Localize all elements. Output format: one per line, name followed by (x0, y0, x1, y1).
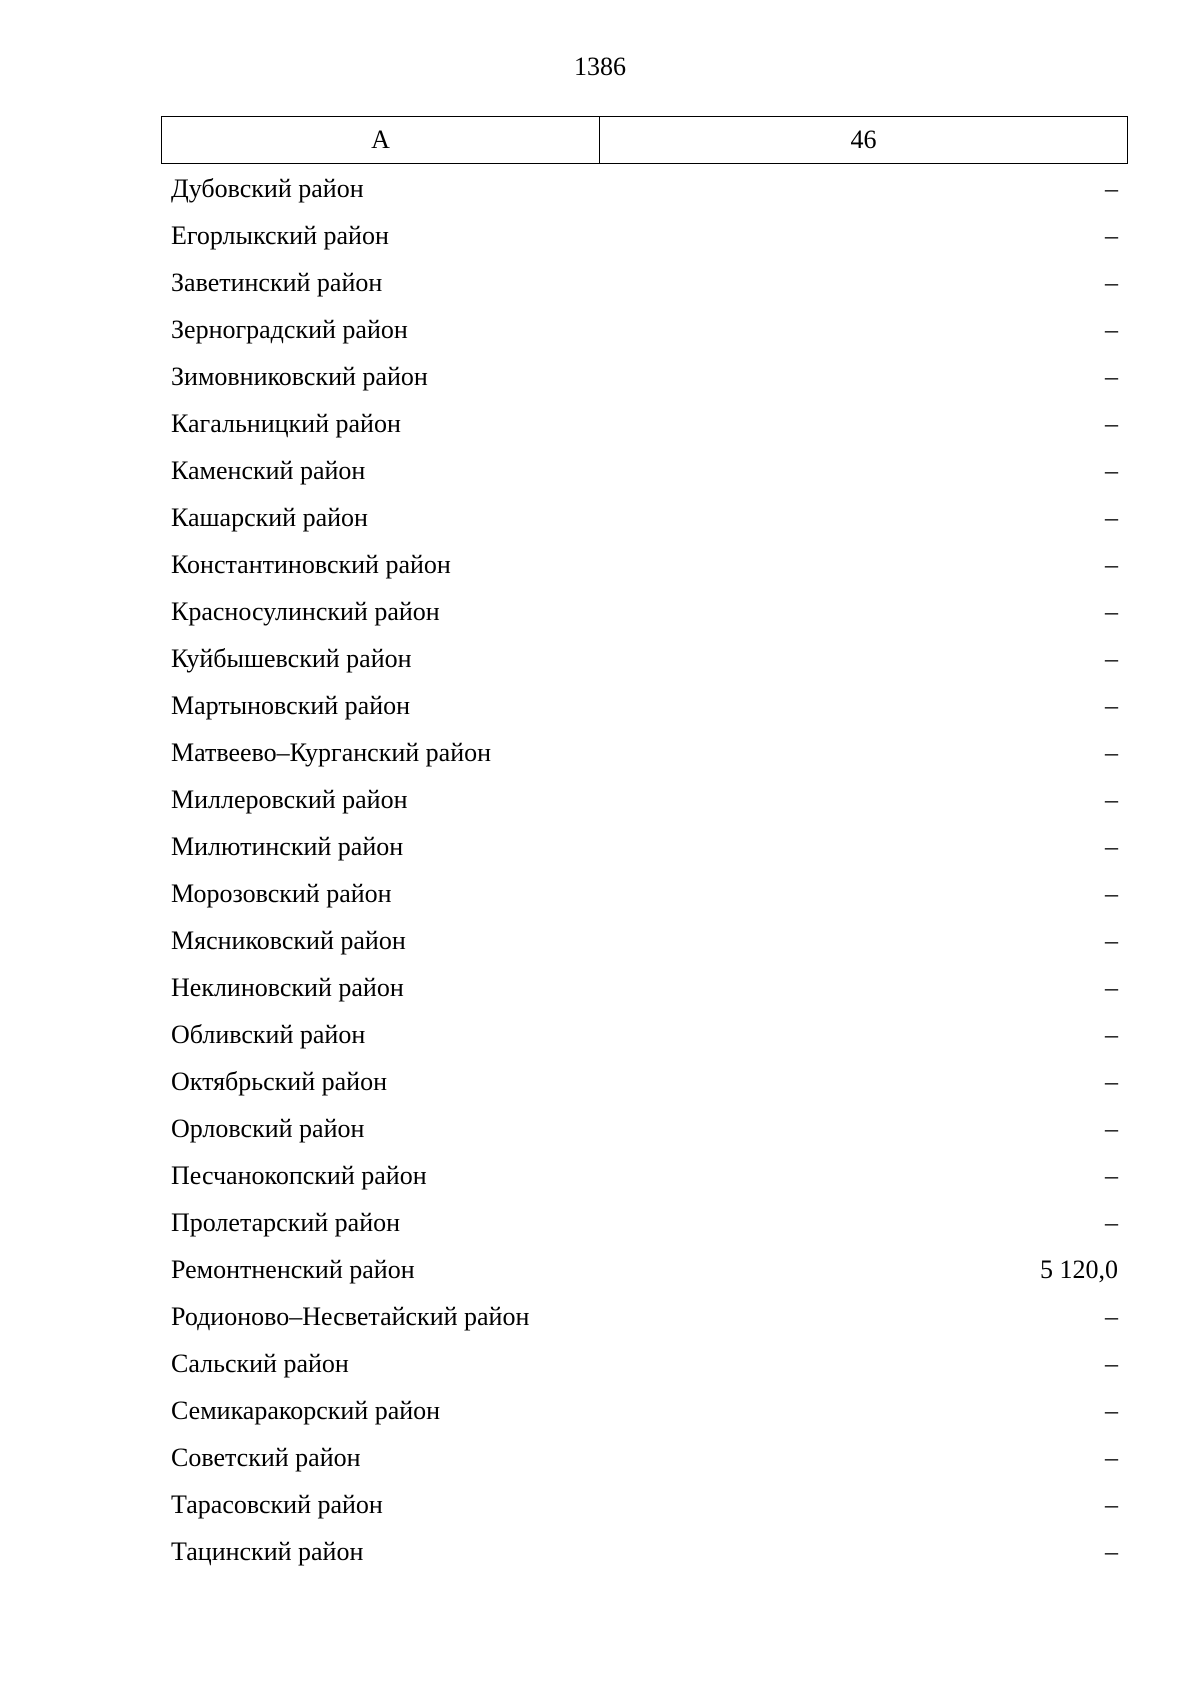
table-row (171, 588, 1118, 635)
district-name: Миллеровский район (171, 784, 408, 814)
district-name: Матвеево–Курганский район (171, 737, 492, 767)
district-value: – (1105, 1019, 1118, 1049)
table-row (171, 1199, 1118, 1246)
table-row (171, 917, 1118, 964)
table-row (171, 400, 1118, 447)
table-row (171, 776, 1118, 823)
district-name: Красносулинский район (171, 596, 440, 626)
table-row (171, 964, 1118, 1011)
district-name: Дубовский район (171, 173, 364, 203)
district-name: Обливский район (171, 1019, 366, 1049)
district-name: Семикаракорский район (171, 1395, 441, 1425)
page-number: 1386 (574, 52, 626, 81)
district-value: – (1105, 361, 1118, 391)
district-value: – (1105, 173, 1118, 203)
table-row (171, 729, 1118, 776)
district-value: – (1105, 878, 1118, 908)
table-row (171, 1011, 1118, 1058)
district-value: – (1105, 1536, 1118, 1566)
column-header-b: 46 (850, 125, 877, 154)
district-name: Сальский район (171, 1348, 349, 1378)
district-value: – (1105, 1395, 1118, 1425)
table-row (171, 353, 1118, 400)
table-row (171, 1105, 1118, 1152)
district-name: Песчанокопский район (171, 1160, 427, 1190)
district-name: Кагальницкий район (171, 408, 401, 438)
district-value: – (1105, 784, 1118, 814)
table-row (171, 870, 1118, 917)
district-name: Советский район (171, 1442, 361, 1472)
district-name: Неклиновский район (171, 972, 404, 1002)
table-row (171, 1340, 1118, 1387)
table-row (171, 1434, 1118, 1481)
district-name: Ремонтненский район (171, 1254, 415, 1284)
district-name: Милютинский район (171, 831, 404, 861)
district-value: – (1105, 455, 1118, 485)
district-value: – (1105, 502, 1118, 532)
district-name: Мартыновский район (171, 690, 411, 720)
district-value: – (1105, 690, 1118, 720)
table-header (161, 116, 1128, 164)
district-name: Егорлыкский район (171, 220, 389, 250)
district-value: – (1105, 831, 1118, 861)
table-row (171, 1058, 1118, 1105)
district-value: 5 120,0 (1040, 1254, 1118, 1284)
column-header-a: А (162, 117, 600, 163)
district-name: Октябрьский район (171, 1066, 387, 1096)
table-row (171, 1246, 1118, 1293)
district-name: Константиновский район (171, 549, 451, 579)
table-row (171, 447, 1118, 494)
table-body (171, 165, 1118, 1575)
district-name: Мясниковский район (171, 925, 406, 955)
district-value: – (1105, 1301, 1118, 1331)
table-row (171, 1387, 1118, 1434)
district-value: – (1105, 972, 1118, 1002)
district-name: Каменский район (171, 455, 366, 485)
district-value: – (1105, 1066, 1118, 1096)
district-value: – (1105, 925, 1118, 955)
district-name: Зимовниковский район (171, 361, 428, 391)
district-value: – (1105, 643, 1118, 673)
district-value: – (1105, 408, 1118, 438)
district-value: – (1105, 1207, 1118, 1237)
district-name: Морозовский район (171, 878, 392, 908)
table-row (171, 165, 1118, 212)
district-name: Родионово–Несветайский район (171, 1301, 530, 1331)
district-value: – (1105, 1489, 1118, 1519)
table-row (171, 541, 1118, 588)
table-row (171, 823, 1118, 870)
table-row (171, 1293, 1118, 1340)
district-value: – (1105, 1348, 1118, 1378)
table-row (171, 494, 1118, 541)
district-value: – (1105, 1160, 1118, 1190)
district-name: Куйбышевский район (171, 643, 412, 673)
table-row (171, 306, 1118, 353)
district-value: – (1105, 1113, 1118, 1143)
district-value: – (1105, 549, 1118, 579)
table-row (171, 1481, 1118, 1528)
district-value: – (1105, 267, 1118, 297)
district-name: Зерноградский район (171, 314, 408, 344)
table-row (171, 682, 1118, 729)
table-row (171, 212, 1118, 259)
district-value: – (1105, 314, 1118, 344)
table-row (171, 1528, 1118, 1575)
district-name: Заветинский район (171, 267, 383, 297)
district-name: Орловский район (171, 1113, 365, 1143)
district-value: – (1105, 220, 1118, 250)
district-value: – (1105, 596, 1118, 626)
district-value: – (1105, 737, 1118, 767)
table-row (171, 1152, 1118, 1199)
district-name: Тарасовский район (171, 1489, 383, 1519)
district-name: Пролетарский район (171, 1207, 401, 1237)
table-row (171, 635, 1118, 682)
district-name: Тацинский район (171, 1536, 364, 1566)
table-row (171, 259, 1118, 306)
district-value: – (1105, 1442, 1118, 1472)
district-name: Кашарский район (171, 502, 368, 532)
